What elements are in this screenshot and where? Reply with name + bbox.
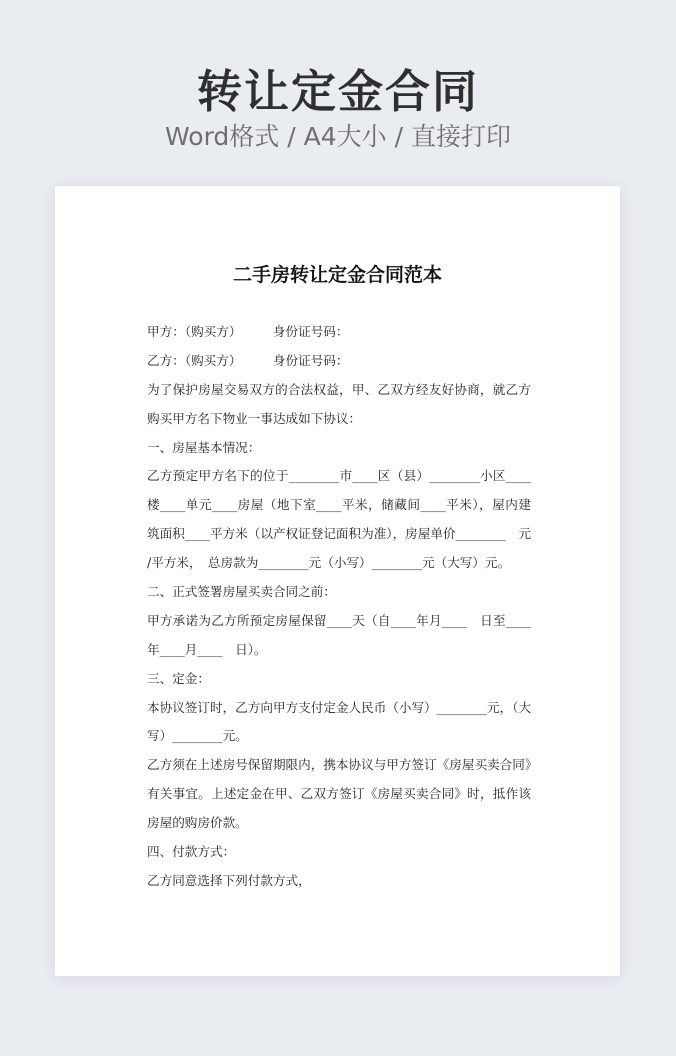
paragraph-line: 有关事宜。上述定金在甲、乙双方签订《房屋买卖合同》时，抵作该	[147, 786, 531, 802]
paragraph-line: 为了保护房屋交易双方的合法权益，甲、乙双方经友好协商，就乙方	[147, 381, 531, 397]
paragraph-line: 筑面积____平方米（以产权证登记面积为准），房屋单价________ 元	[147, 526, 532, 542]
paragraph-line: 年____月____ 日）。	[147, 641, 267, 657]
paragraph-line: 本协议签订时，乙方向甲方支付定金人民币（小写）________元，（大	[147, 699, 532, 715]
party-a-line: 甲方：（购买方） 身份证号码：	[147, 324, 349, 339]
paragraph-line: 楼____单元____房屋（地下室____平米，储藏间____平米），屋内建	[147, 497, 531, 513]
section-heading: 四、付款方式：	[147, 844, 236, 860]
paragraph-line: 房屋的购房价款。	[147, 815, 248, 831]
paragraph-line: 购买甲方名下物业一事达成如下协议：	[147, 410, 362, 426]
paragraph-line: 乙方预定甲方名下的位于________市____区（县）________小区____	[147, 468, 531, 484]
paragraph-line: /平方米， 总房款为________元（小写）________元（大写）元。	[147, 555, 511, 571]
paragraph-line: 甲方承诺为乙方所预定房屋保留____天（自____年月____ 日至____	[147, 612, 531, 628]
section-heading: 三、定金：	[147, 670, 210, 686]
paragraph-line: 乙方须在上述房号保留期限内，携本协议与甲方签订《房屋买卖合同》	[147, 757, 538, 773]
paragraph-line: 写）________元。	[147, 728, 248, 744]
section-heading: 一、房屋基本情况：	[147, 439, 261, 455]
banner-title: 转让定金合同	[196, 65, 479, 118]
party-b-line: 乙方：（购买方） 身份证号码：	[147, 352, 349, 368]
document-title: 二手房转让定金合同范本	[232, 264, 442, 286]
banner-subtitle: Word格式 / A4大小 / 直接打印	[165, 122, 511, 151]
section-heading: 二、正式签署房屋买卖合同之前：	[147, 584, 336, 600]
document-body	[147, 318, 538, 896]
paragraph-line: 乙方同意选择下列付款方式，	[147, 872, 311, 888]
document-page	[55, 186, 620, 976]
